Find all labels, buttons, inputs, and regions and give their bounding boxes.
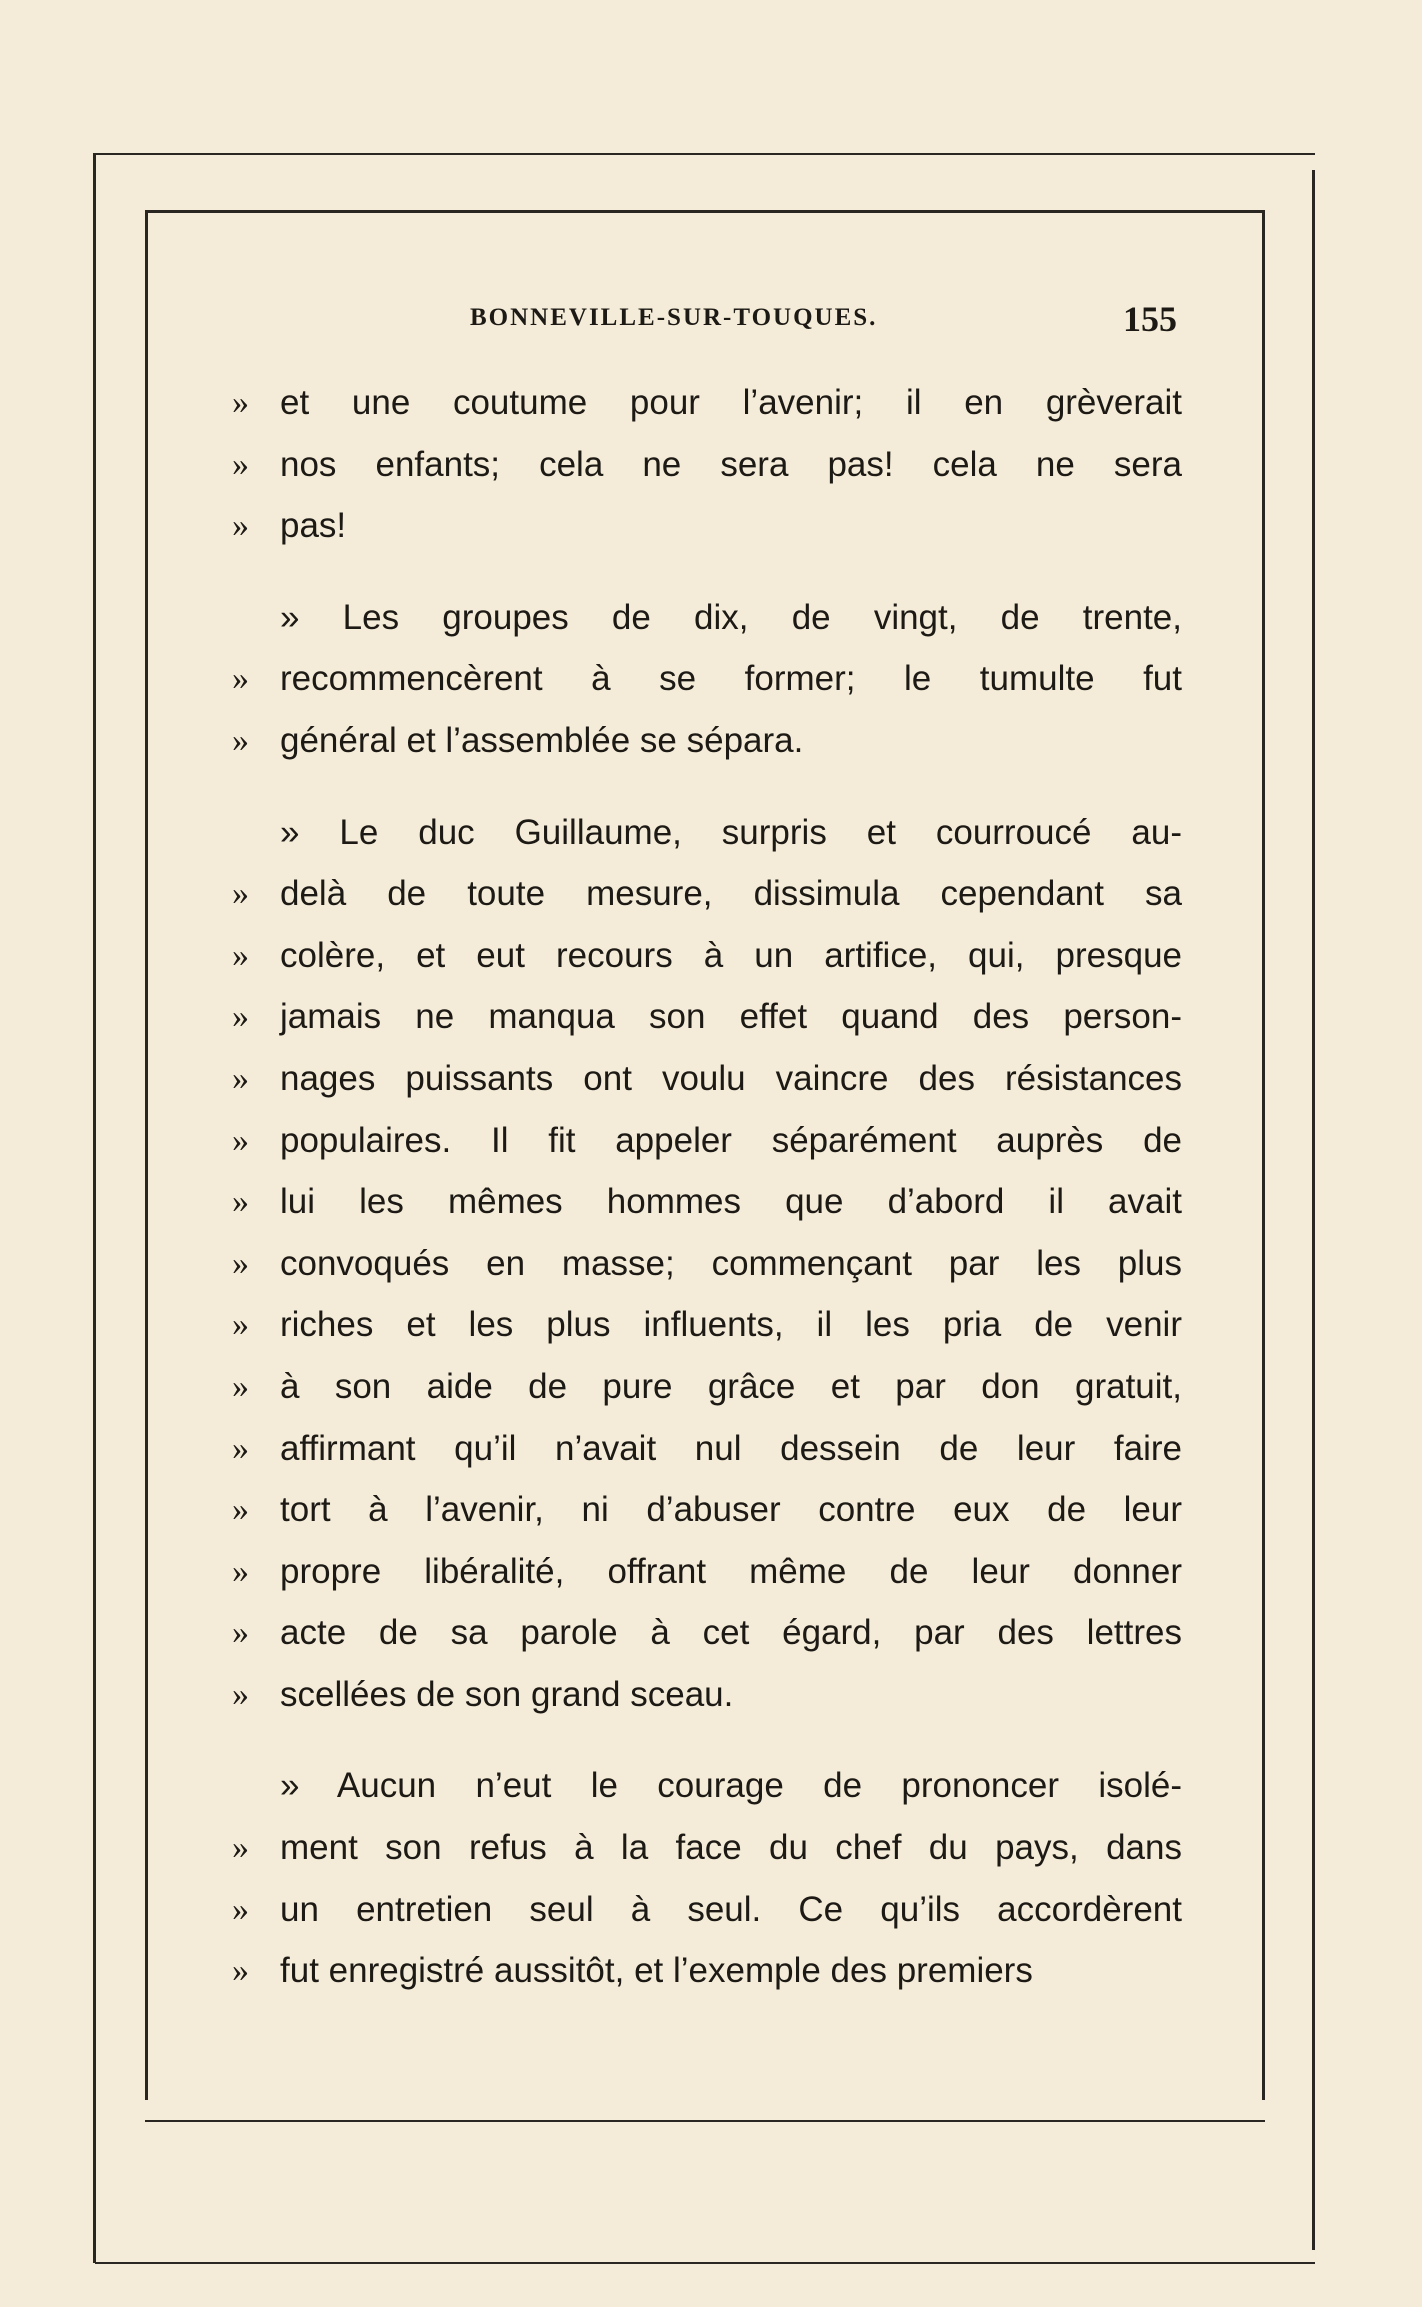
frame-top-rule-outer: [95, 153, 1315, 155]
line-text: populaires. Il fit appeler séparément auprès de: [280, 1120, 1182, 1160]
text-line: [232, 1110, 1182, 1172]
quote-mark: »: [232, 1306, 249, 1344]
quote-mark: »: [232, 507, 249, 545]
line-text: tort à l’avenir, ni d’abuser contre eux de leur: [280, 1490, 1182, 1530]
page-header: [280, 298, 1177, 346]
quote-mark: »: [232, 1675, 249, 1713]
frame-left-rule-inner: [145, 210, 148, 2100]
text-line: [232, 587, 1182, 649]
quote-mark: »: [232, 936, 249, 974]
page-number: 155: [1123, 299, 1177, 339]
line-text: ment son refus à la face du chef du pays, dans: [280, 1828, 1182, 1868]
text-line: [232, 495, 1182, 557]
text-line: [232, 1418, 1182, 1480]
quote-mark: »: [232, 1121, 249, 1159]
line-text: nages puissants ont voulu vaincre des résistances: [280, 1058, 1182, 1098]
quote-mark: »: [232, 1552, 249, 1590]
text-line: [232, 1664, 1182, 1726]
text-line: [232, 1233, 1182, 1295]
paragraph-gap: [232, 1725, 1182, 1755]
paragraph: [232, 802, 1182, 1726]
paragraph: [232, 372, 1182, 557]
quote-mark: »: [232, 1429, 249, 1467]
text-line: [232, 925, 1182, 987]
text-line: [232, 802, 1182, 864]
line-text: jamais ne manqua son effet quand des person-: [280, 997, 1182, 1037]
text-line: [232, 1294, 1182, 1356]
line-text: acte de sa parole à cet égard, par des lettres: [280, 1613, 1182, 1653]
paragraph-gap: [232, 772, 1182, 802]
text-line: [232, 1602, 1182, 1664]
text-line: [232, 1755, 1182, 1817]
line-text: lui les mêmes hommes que d’abord il avait: [280, 1182, 1182, 1222]
line-text: fut enregistré aussitôt, et l’exemple des premiers: [280, 1951, 1033, 1991]
text-line: [232, 1817, 1182, 1879]
running-title: BONNEVILLE-SUR-TOUQUES.: [470, 304, 878, 331]
line-text: général et l’assemblée se sépara.: [280, 720, 804, 760]
line-text: nos enfants; cela ne sera pas! cela ne sera: [280, 444, 1182, 484]
frame-top-rule-inner: [145, 210, 1265, 213]
quote-mark: »: [232, 445, 249, 483]
frame-right-rule-inner: [1262, 210, 1265, 2100]
quote-mark: »: [232, 1244, 249, 1282]
line-text: scellées de son grand sceau.: [280, 1674, 734, 1714]
paragraph-gap: [232, 557, 1182, 587]
text-line: [232, 1541, 1182, 1603]
quote-mark: »: [232, 1491, 249, 1529]
line-text: pas!: [280, 506, 347, 546]
line-text: propre libéralité, offrant même de leur donner: [280, 1551, 1182, 1591]
body-text: [232, 372, 1182, 2002]
frame-right-rule-outer: [1312, 170, 1315, 2250]
quote-mark: »: [232, 1183, 249, 1221]
line-text: » Aucun n’eut le courage de prononcer isolé-: [280, 1766, 1182, 1806]
frame-bottom-rule-outer: [95, 2262, 1315, 2264]
line-text: » Les groupes de dix, de vingt, de trente,: [280, 597, 1182, 637]
quote-mark: »: [232, 998, 249, 1036]
text-line: [232, 1356, 1182, 1418]
quote-mark: »: [232, 1059, 249, 1097]
text-line: [232, 863, 1182, 925]
text-line: [232, 1479, 1182, 1541]
text-line: [232, 372, 1182, 434]
text-line: [232, 1048, 1182, 1110]
frame-left-rule-outer: [93, 153, 96, 2263]
quote-mark: »: [232, 1367, 249, 1405]
quote-mark: »: [232, 1829, 249, 1867]
line-text: à son aide de pure grâce et par don gratuit,: [280, 1366, 1182, 1406]
text-line: [232, 648, 1182, 710]
line-text: » Le duc Guillaume, surpris et courroucé au-: [280, 812, 1182, 852]
line-text: colère, et eut recours à un artifice, qui, presque: [280, 935, 1182, 975]
quote-mark: »: [232, 1614, 249, 1652]
frame-bottom-rule-inner: [145, 2120, 1265, 2122]
paragraph: [232, 587, 1182, 772]
line-text: delà de toute mesure, dissimula cependant sa: [280, 874, 1182, 914]
quote-mark: »: [232, 1952, 249, 1990]
text-line: [232, 710, 1182, 772]
quote-mark: »: [232, 1890, 249, 1928]
text-line: [232, 434, 1182, 496]
line-text: riches et les plus influents, il les pria de venir: [280, 1305, 1182, 1345]
paragraph: [232, 1755, 1182, 2001]
quote-mark: »: [232, 875, 249, 913]
line-text: et une coutume pour l’avenir; il en grèverait: [280, 383, 1182, 422]
text-line: [232, 1940, 1182, 2002]
text-line: [232, 986, 1182, 1048]
quote-mark: »: [232, 660, 249, 698]
line-text: affirmant qu’il n’avait nul dessein de leur faire: [280, 1428, 1182, 1468]
line-text: recommencèrent à se former; le tumulte fut: [280, 659, 1182, 699]
text-line: [232, 1879, 1182, 1941]
text-line: [232, 1171, 1182, 1233]
quote-mark: »: [232, 721, 249, 759]
quote-mark: »: [232, 384, 249, 421]
line-text: convoqués en masse; commençant par les plus: [280, 1243, 1182, 1283]
line-text: un entretien seul à seul. Ce qu’ils accordèrent: [280, 1889, 1182, 1929]
